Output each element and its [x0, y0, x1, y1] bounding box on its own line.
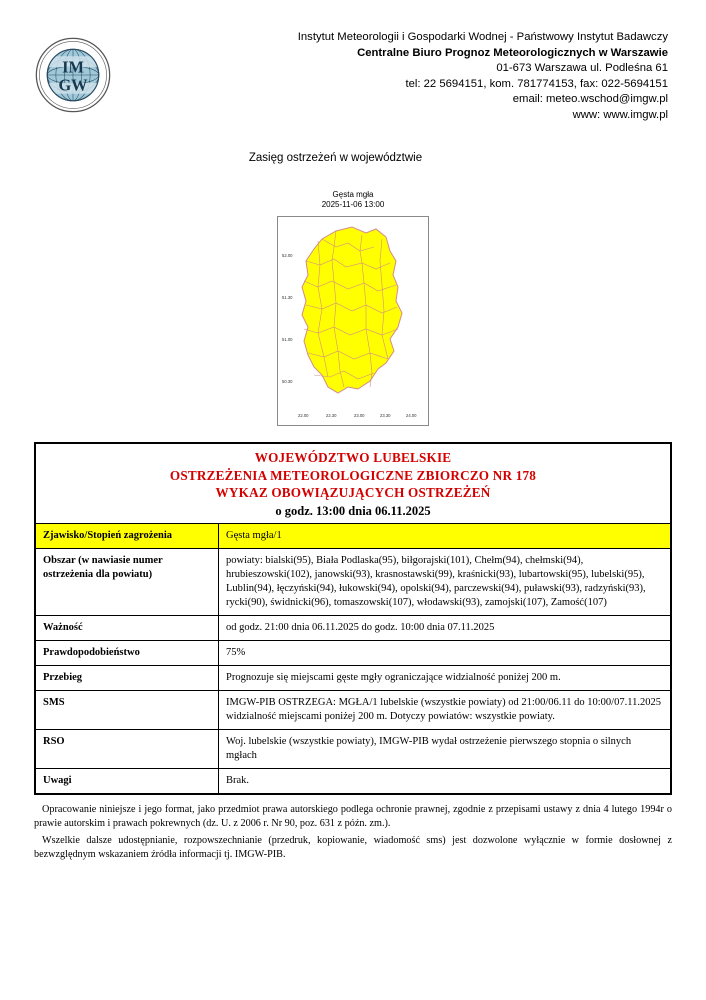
svg-text:24.00: 24.00	[406, 413, 417, 418]
svg-text:51.30: 51.30	[282, 295, 293, 300]
bureau-name: Centralne Biuro Prognoz Meteorologicznych w Warszawie	[357, 46, 668, 59]
row-label-phenomenon: Zjawisko/Stopień zagrożenia	[36, 523, 219, 548]
map-timestamp-label: 2025-11-06 13:00	[321, 200, 385, 209]
svg-text:GW: GW	[58, 75, 88, 95]
row-value-sms: IMGW-PIB OSTRZEGA: MGŁA/1 lubelskie (wszystkie powiaty) od 21:00/06.11 do 10:00/07.11.2025 widzialność miejscami poniżej 200 m. Dotyczy powiatów: wszystkie powiaty.	[219, 690, 671, 729]
row-label-course: Przebieg	[36, 665, 219, 690]
table-row	[36, 523, 671, 548]
svg-text:51.00: 51.00	[282, 337, 293, 342]
imgw-logo	[34, 36, 112, 114]
table-row	[36, 729, 671, 768]
address-line: 01-673 Warszawa ul. Podleśna 61	[496, 62, 668, 74]
row-value-phenomenon: Gęsta mgła/1	[219, 523, 671, 548]
map-section	[0, 152, 706, 426]
row-value-rso: Woj. lubelskie (wszystkie powiaty), IMGW-PIB wydał ostrzeżenie pierwszego stopnia o silnych mgłach	[219, 729, 671, 768]
row-label-area: Obszar (w nawiasie numer ostrzeżenia dla powiatu)	[36, 548, 219, 615]
row-value-probability: 75%	[219, 640, 671, 665]
title-list-heading: WYKAZ OBOWIĄZUJĄCYCH OSTRZEŻEŃ	[215, 485, 491, 500]
row-value-validity: od godz. 21:00 dnia 06.11.2025 do godz. 10:00 dnia 07.11.2025	[219, 615, 671, 640]
table-row	[36, 665, 671, 690]
row-label-notes: Uwagi	[36, 768, 219, 793]
table-row	[36, 690, 671, 729]
row-label-sms: SMS	[36, 690, 219, 729]
svg-text:23.30: 23.30	[380, 413, 391, 418]
table-row	[36, 548, 671, 615]
map-title-block	[0, 190, 706, 210]
row-value-course: Prognozuje się miejscami gęste mgły ograniczające widzialność poniżej 200 m.	[219, 665, 671, 690]
title-issue-time: o godz. 13:00 dnia 06.11.2025	[275, 503, 431, 518]
title-warning-number: OSTRZEŻENIA METEOROLOGICZNE ZBIORCZO NR 178	[169, 467, 537, 483]
svg-text:50.30: 50.30	[282, 379, 293, 384]
institute-name: Instytut Meteorologii i Gospodarki Wodnej - Państwowy Instytut Badawczy	[297, 31, 668, 43]
institute-address-block	[26, 30, 680, 123]
title-voivodeship: WOJEWÓDZTWO LUBELSKIE	[254, 450, 452, 465]
row-label-validity: Ważność	[36, 615, 219, 640]
row-label-probability: Prawdopodobieństwo	[36, 640, 219, 665]
website-line: www: www.imgw.pl	[572, 108, 668, 121]
document-header	[0, 0, 706, 121]
map-phenomenon-label: Gęsta mgła	[332, 190, 374, 199]
footnote-paragraph-2: Wszelkie dalsze udostępnianie, rozpowszechnianie (przedruk, kopiowanie, wiadomość sms) jest dozwolone wyłącznie w formie dosłownej z bezwzględnym wskazaniem źródła informacji tj. IMGW-PIB.	[34, 834, 672, 860]
table-title-row	[36, 444, 671, 524]
svg-text:23.00: 23.00	[354, 413, 365, 418]
table-row	[36, 640, 671, 665]
svg-text:IM: IM	[62, 57, 84, 77]
warning-table	[35, 443, 671, 794]
svg-text:52.00: 52.00	[282, 253, 293, 258]
email-line: email: meteo.wschod@imgw.pl	[512, 93, 668, 105]
phone-line: tel: 22 5694151, kom. 781774153, fax: 022-5694151	[405, 77, 668, 90]
row-value-area: powiaty: bialski(95), Biała Podlaska(95), biłgorajski(101), Chełm(94), chełmski(94), hrubieszowski(102), janowski(93), krasnostawski(99), kraśnicki(93), lubartowski(95), lubelski(95), Lublin(94), łęczyński(94), łukowski(94), opolski(94), parczewski(94), puławski(93), radzyński(93), rycki(90), świdnicki(96), tomaszowski(107), włodawski(93), zamojski(107), Zamość(107)	[219, 548, 671, 615]
table-row	[36, 615, 671, 640]
row-label-rso: RSO	[36, 729, 219, 768]
svg-text:22.30: 22.30	[326, 413, 337, 418]
svg-text:22.00: 22.00	[298, 413, 309, 418]
table-row	[36, 768, 671, 793]
footnote-paragraph-1: Opracowanie niniejsze i jego format, jako przedmiot prawa autorskiego podlega ochronie prawnej, zgodnie z przepisami ustawy z dnia 4 lutego 1994r o prawie autorskim i prawach pokrewnych (dz. U. z 2006 r. Nr 90, poz. 631 z późn. zm.).	[34, 803, 672, 829]
table-title-cell	[36, 444, 671, 524]
copyright-footnote	[34, 803, 672, 863]
map-caption: Zasięg ostrzeżeń w województwie	[248, 152, 423, 164]
row-value-notes: Brak.	[219, 768, 671, 793]
warning-table-wrapper	[34, 442, 672, 795]
warning-map	[277, 216, 429, 426]
